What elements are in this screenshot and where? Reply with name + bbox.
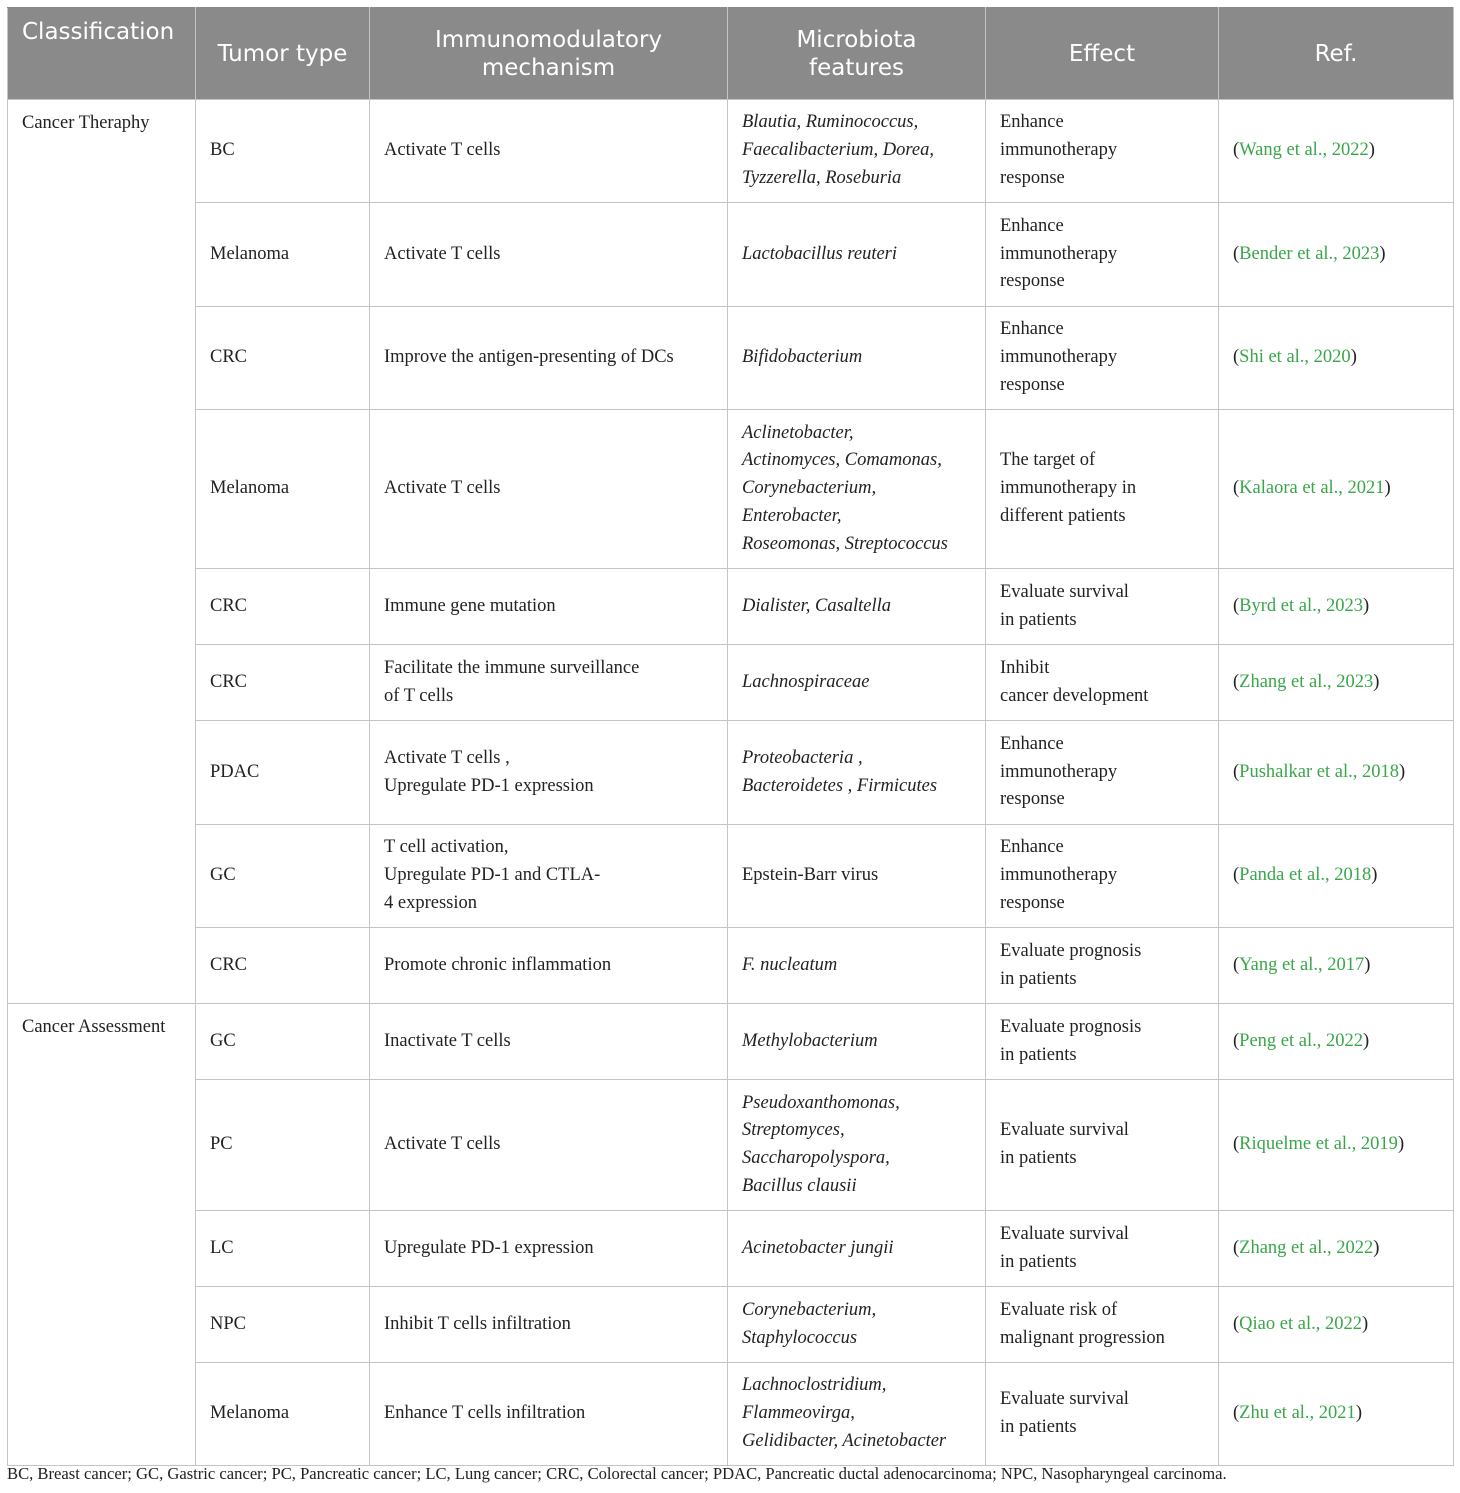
effect-line: response — [1000, 789, 1065, 810]
cell-microbiota — [728, 100, 986, 203]
cell-ref — [1219, 410, 1454, 569]
effect-line: Evaluate survival — [1000, 1223, 1129, 1244]
microbiota-line: Bacillus clausii — [742, 1175, 857, 1196]
cell-effect — [986, 928, 1219, 1004]
microbiota-line: Staphylococcus — [742, 1327, 858, 1348]
cell-tumor-type: Melanoma — [196, 203, 370, 307]
effect-line: Enhance — [1000, 733, 1064, 754]
effect-line: in patients — [1000, 609, 1077, 630]
ref-citation-link[interactable]: Riquelme et al., 2019 — [1239, 1134, 1398, 1155]
effect-line: Evaluate prognosis — [1000, 1016, 1142, 1037]
table-row — [8, 1363, 1454, 1466]
effect-line: in patients — [1000, 1417, 1077, 1437]
effect-line: Evaluate survival — [1000, 1389, 1129, 1410]
cell-mechanism — [370, 410, 728, 569]
ref-close-paren: ) — [1373, 671, 1380, 692]
cell-tumor-type: Melanoma — [196, 1363, 370, 1466]
microbiota-line: Blautia, Ruminococcus, — [742, 112, 919, 133]
mechanism-line: Activate T cells , — [384, 747, 510, 768]
table-container — [7, 7, 1453, 1466]
table-row — [8, 1004, 1454, 1080]
effect-line: Evaluate survival — [1000, 581, 1129, 602]
ref-close-paren: ) — [1361, 1313, 1369, 1334]
header-microbiota — [728, 8, 986, 100]
cell-mechanism — [370, 645, 728, 721]
cell-microbiota — [728, 203, 986, 307]
cell-ref — [1219, 825, 1454, 928]
ref-open-paren: ( — [1233, 761, 1240, 782]
header-tumor-type: Tumor type — [196, 8, 370, 100]
cell-mechanism — [370, 1287, 728, 1363]
ref-open-paren: ( — [1233, 1237, 1240, 1258]
effect-line: response — [1000, 271, 1065, 292]
cell-microbiota — [728, 1080, 986, 1211]
cell-effect — [986, 825, 1219, 928]
microbiota-line: Dialister, Casaltella — [742, 595, 892, 616]
mechanism-line: of T cells — [384, 685, 454, 706]
header-mechanism-line1: Immunomodulatory — [434, 26, 663, 53]
ref-open-paren: ( — [1233, 140, 1240, 161]
cell-mechanism — [370, 825, 728, 928]
cell-microbiota — [728, 1211, 986, 1287]
microbiota-line: F. nucleatum — [742, 954, 838, 975]
mechanism-line: Improve the antigen-presenting of DCs — [384, 347, 674, 368]
cell-tumor-type: CRC — [196, 307, 370, 410]
effect-line: immunotherapy — [1000, 140, 1118, 161]
cell-ref — [1219, 203, 1454, 307]
ref-citation-link[interactable]: Wang et al., 2022 — [1239, 140, 1369, 161]
mechanism-line: Inhibit T cells infiltration — [384, 1313, 571, 1334]
mechanism-line: Activate T cells — [384, 478, 501, 499]
microbiota-line: Bifidobacterium — [742, 347, 863, 368]
mechanism-line: Enhance T cells infiltration — [384, 1403, 586, 1424]
table-row — [8, 203, 1454, 307]
ref-close-paren: ) — [1350, 347, 1357, 368]
table-row — [8, 410, 1454, 569]
ref-close-paren: ) — [1364, 954, 1371, 975]
header-mechanism — [370, 8, 728, 100]
effect-line: Inhibit — [1000, 657, 1050, 678]
effect-line: Enhance — [1000, 215, 1064, 236]
mechanism-line: Upregulate PD-1 expression — [384, 1237, 594, 1258]
cell-mechanism — [370, 1080, 728, 1211]
table-row — [8, 100, 1454, 203]
header-microbiota-line1: Microbiota — [796, 26, 917, 53]
cell-mechanism — [370, 569, 728, 645]
table-row — [8, 569, 1454, 645]
microbiota-line: Streptomyces, — [742, 1120, 845, 1141]
effect-line: immunotherapy in — [1000, 478, 1137, 499]
mechanism-line: Facilitate the immune surveillance — [384, 657, 640, 678]
microbiota-line: Epstein-Barr virus — [742, 865, 879, 886]
mechanism-line: T cell activation, — [384, 837, 509, 858]
cell-effect — [986, 1004, 1219, 1080]
cell-ref — [1219, 307, 1454, 410]
cell-tumor-type: GC — [196, 825, 370, 928]
cell-microbiota — [728, 721, 986, 825]
ref-close-paren: ) — [1363, 1030, 1370, 1051]
ref-citation-link[interactable]: Pushalkar et al., 2018 — [1239, 761, 1399, 782]
cell-microbiota — [728, 928, 986, 1004]
cell-effect — [986, 1287, 1219, 1363]
ref-open-paren: ( — [1233, 1403, 1240, 1424]
ref-close-paren: ) — [1397, 1134, 1405, 1155]
effect-line: response — [1000, 374, 1065, 395]
effect-line: in patients — [1000, 968, 1077, 989]
cell-tumor-type: NPC — [196, 1287, 370, 1363]
cell-microbiota — [728, 410, 986, 569]
effect-line: Evaluate risk of — [1000, 1299, 1118, 1320]
group-cancer-therapy: Cancer Theraphy — [8, 100, 196, 1004]
effect-line: immunotherapy — [1000, 347, 1118, 368]
microbiota-line: Gelidibacter, Acinetobacter — [742, 1430, 947, 1451]
effect-line: in patients — [1000, 1148, 1077, 1168]
cell-mechanism — [370, 100, 728, 203]
microbiota-line: Lactobacillus reuteri — [742, 243, 898, 264]
cell-microbiota — [728, 307, 986, 410]
ref-close-paren: ) — [1368, 140, 1375, 161]
microbiota-line: Lachnoclostridium, — [742, 1375, 887, 1396]
header-classification: Classification — [8, 8, 196, 100]
effect-line: Enhance — [1000, 112, 1064, 133]
cell-effect — [986, 569, 1219, 645]
cell-tumor-type: CRC — [196, 928, 370, 1004]
effect-line: immunotherapy — [1000, 761, 1118, 782]
cell-microbiota — [728, 1287, 986, 1363]
cell-tumor-type: PC — [196, 1080, 370, 1211]
cell-microbiota — [728, 1363, 986, 1466]
ref-open-paren: ( — [1233, 347, 1240, 368]
header-ref: Ref. — [1219, 8, 1454, 100]
cell-effect — [986, 1080, 1219, 1211]
effect-line: response — [1000, 892, 1065, 913]
effect-line: different patients — [1000, 505, 1126, 526]
ref-open-paren: ( — [1233, 954, 1240, 975]
cell-tumor-type: CRC — [196, 645, 370, 721]
microbiota-line: Pseudoxanthomonas, — [742, 1092, 900, 1113]
cell-microbiota — [728, 569, 986, 645]
cell-tumor-type: CRC — [196, 569, 370, 645]
group-cancer-assessment: Cancer Assessment — [8, 1004, 196, 1466]
mechanism-line: Promote chronic inflammation — [384, 954, 612, 975]
ref-open-paren: ( — [1233, 865, 1240, 886]
effect-line: immunotherapy — [1000, 243, 1118, 264]
microbiota-line: Methylobacterium — [742, 1030, 878, 1051]
microbiota-line: Bacteroidetes , Firmicutes — [742, 775, 938, 796]
ref-citation-link[interactable]: Qiao et al., 2022 — [1239, 1313, 1362, 1334]
cell-mechanism — [370, 1004, 728, 1080]
ref-open-paren: ( — [1233, 595, 1240, 616]
ref-citation-link[interactable]: Zhang et al., 2023 — [1239, 671, 1374, 692]
cell-ref — [1219, 1080, 1454, 1211]
ref-open-paren: ( — [1233, 671, 1240, 692]
ref-citation-link[interactable]: Yang et al., 2017 — [1239, 954, 1365, 975]
ref-open-paren: ( — [1233, 478, 1240, 499]
cell-ref — [1219, 1211, 1454, 1287]
ref-close-paren: ) — [1355, 1403, 1362, 1424]
header-row — [8, 8, 1454, 100]
ref-close-paren: ) — [1363, 595, 1370, 616]
table-row — [8, 645, 1454, 721]
microbiota-line: Lachnospiraceae — [742, 671, 870, 692]
mechanism-line: Activate T cells — [384, 243, 501, 264]
ref-close-paren: ) — [1398, 761, 1406, 782]
cell-effect — [986, 307, 1219, 410]
mechanism-line: Upregulate PD-1 expression — [384, 775, 594, 796]
mechanism-line: Activate T cells — [384, 140, 501, 161]
cell-effect — [986, 721, 1219, 825]
table-row — [8, 721, 1454, 825]
cell-effect — [986, 203, 1219, 307]
cell-ref — [1219, 1287, 1454, 1363]
cell-ref — [1219, 1004, 1454, 1080]
ref-open-paren: ( — [1233, 1313, 1240, 1334]
microbiota-line: Corynebacterium, — [742, 478, 877, 499]
effect-line: in patients — [1000, 1251, 1077, 1272]
ref-open-paren: ( — [1233, 1030, 1240, 1051]
cell-ref — [1219, 100, 1454, 203]
effect-line: malignant progression — [1000, 1327, 1165, 1348]
cell-ref — [1219, 645, 1454, 721]
microbiota-table — [7, 7, 1454, 1466]
header-microbiota-line2: features — [808, 54, 905, 81]
table-row — [8, 1287, 1454, 1363]
ref-citation-link[interactable]: Panda et al., 2018 — [1239, 865, 1372, 886]
cell-effect — [986, 645, 1219, 721]
microbiota-line: Faecalibacterium, Dorea, — [742, 140, 934, 161]
table-row — [8, 825, 1454, 928]
cell-microbiota — [728, 825, 986, 928]
cell-tumor-type: PDAC — [196, 721, 370, 825]
microbiota-line: Aclinetobacter, — [742, 422, 854, 443]
ref-close-paren: ) — [1384, 478, 1391, 499]
cell-tumor-type: LC — [196, 1211, 370, 1287]
table-footnote: BC, Breast cancer; GC, Gastric cancer; PC, Pancreatic cancer; LC, Lung cancer; CRC, Colorectal cancer; PDAC, Pancreatic ductal adenocarcinoma; NPC, Nasopharyngeal carcinoma. — [7, 1464, 1227, 1483]
ref-citation-link[interactable]: Byrd et al., 2023 — [1239, 595, 1363, 616]
ref-citation-link[interactable]: Peng et al., 2022 — [1239, 1030, 1363, 1051]
cell-mechanism — [370, 928, 728, 1004]
microbiota-line: Acinetobacter jungii — [742, 1237, 894, 1258]
ref-close-paren: ) — [1379, 243, 1386, 264]
cell-mechanism — [370, 203, 728, 307]
effect-line: Evaluate survival — [1000, 1120, 1129, 1141]
microbiota-line: Enterobacter, — [742, 505, 842, 526]
effect-line: The target of — [1000, 450, 1096, 471]
effect-line: Enhance — [1000, 319, 1064, 340]
cell-tumor-type: Melanoma — [196, 410, 370, 569]
effect-line: cancer development — [1000, 685, 1149, 706]
table-body — [8, 100, 1454, 1466]
cell-ref — [1219, 1363, 1454, 1466]
header-effect: Effect — [986, 8, 1219, 100]
cell-ref — [1219, 928, 1454, 1004]
mechanism-line: Upregulate PD-1 and CTLA- — [384, 865, 601, 886]
microbiota-line: Saccharopolyspora, — [742, 1148, 890, 1168]
ref-open-paren: ( — [1233, 243, 1240, 264]
effect-line: Enhance — [1000, 837, 1064, 858]
table-row — [8, 1080, 1454, 1211]
ref-open-paren: ( — [1233, 1134, 1240, 1155]
microbiota-line: Flammeovirga, — [742, 1403, 855, 1424]
ref-citation-link[interactable]: Bender et al., 2023 — [1239, 243, 1380, 264]
mechanism-line: 4 expression — [384, 892, 477, 913]
ref-citation-link[interactable]: Zhang et al., 2022 — [1239, 1237, 1374, 1258]
cell-mechanism — [370, 721, 728, 825]
microbiota-line: Corynebacterium, — [742, 1299, 877, 1320]
ref-citation-link[interactable]: Shi et al., 2020 — [1239, 347, 1351, 368]
mechanism-line: Activate T cells — [384, 1134, 501, 1155]
cell-microbiota — [728, 1004, 986, 1080]
cell-effect — [986, 410, 1219, 569]
ref-close-paren: ) — [1371, 865, 1378, 886]
cell-ref — [1219, 721, 1454, 825]
cell-tumor-type: GC — [196, 1004, 370, 1080]
effect-line: Evaluate prognosis — [1000, 940, 1142, 961]
table-row — [8, 1211, 1454, 1287]
cell-ref — [1219, 569, 1454, 645]
header-mechanism-line2: mechanism — [481, 54, 616, 81]
cell-microbiota — [728, 645, 986, 721]
effect-line: immunotherapy — [1000, 865, 1118, 886]
microbiota-line: Proteobacteria , — [742, 747, 863, 768]
mechanism-line: Immune gene mutation — [384, 595, 556, 616]
cell-mechanism — [370, 1211, 728, 1287]
table-row — [8, 928, 1454, 1004]
effect-line: response — [1000, 167, 1065, 188]
ref-close-paren: ) — [1373, 1237, 1380, 1258]
mechanism-line: Inactivate T cells — [384, 1030, 511, 1051]
microbiota-line: Roseomonas, Streptococcus — [742, 533, 948, 554]
cell-mechanism — [370, 1363, 728, 1466]
cell-mechanism — [370, 307, 728, 410]
cell-effect — [986, 100, 1219, 203]
microbiota-line: Actinomyces, Comamonas, — [742, 450, 942, 471]
cell-effect — [986, 1211, 1219, 1287]
cell-effect — [986, 1363, 1219, 1466]
ref-citation-link[interactable]: Zhu et al., 2021 — [1239, 1403, 1356, 1424]
table-row — [8, 307, 1454, 410]
cell-tumor-type: BC — [196, 100, 370, 203]
effect-line: in patients — [1000, 1044, 1077, 1065]
microbiota-line: Tyzzerella, Roseburia — [742, 167, 902, 188]
ref-citation-link[interactable]: Kalaora et al., 2021 — [1239, 478, 1385, 499]
